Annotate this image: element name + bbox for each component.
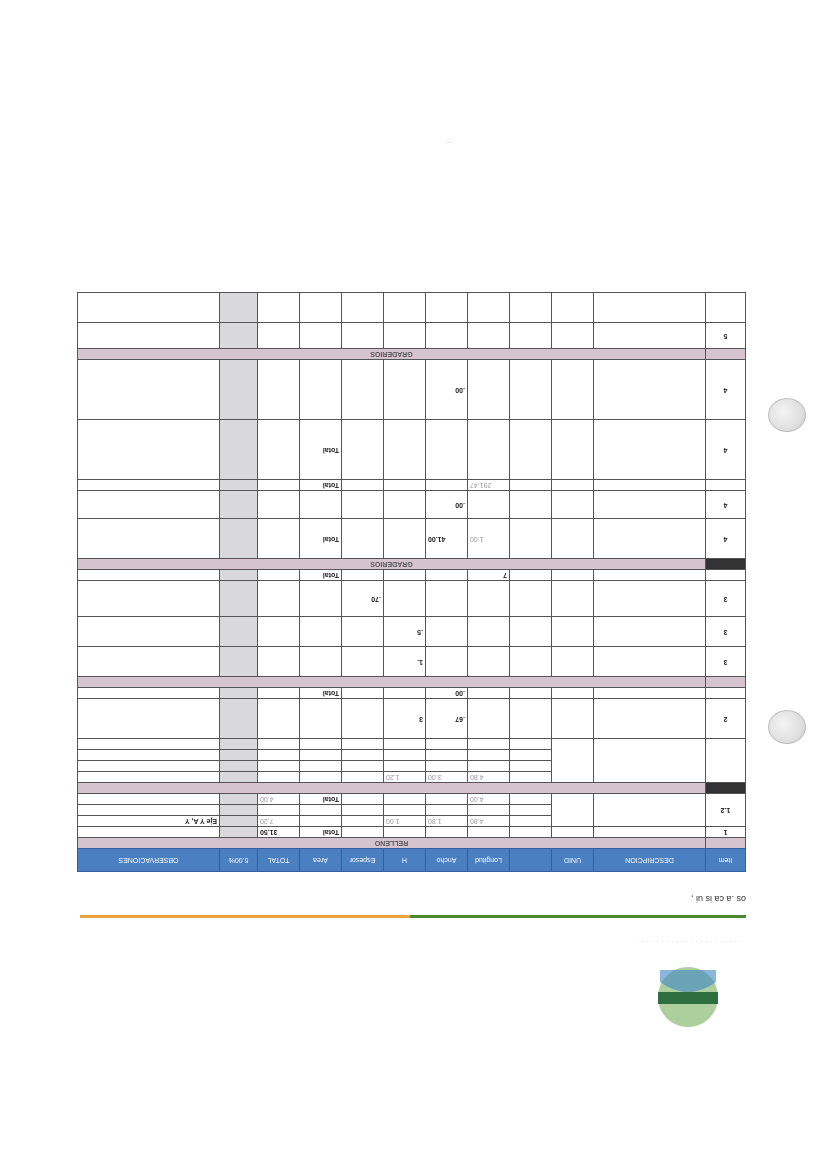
- cell-total: 7.20: [258, 816, 300, 827]
- cell-ancho: 1.80: [426, 816, 468, 827]
- table-row: 4 .00: [78, 491, 746, 519]
- cell-long: 4.80: [468, 816, 510, 827]
- table-row: [78, 816, 746, 827]
- col-longitud: Longitud: [468, 849, 510, 872]
- table-row: 7 Total: [78, 570, 746, 581]
- header-bar-green: [410, 915, 746, 918]
- col-espesor: Espesor: [342, 849, 384, 872]
- table-row: 3 .5: [78, 617, 746, 647]
- table-row: 4.80 3.00 1.20: [78, 772, 746, 783]
- section-header: [78, 838, 746, 849]
- section-header: [78, 677, 746, 688]
- cell-item: 1.2: [706, 794, 746, 827]
- col-total: TOTAL: [258, 849, 300, 872]
- header-faint-text: · · · · · · · · · · · · · · · · · · · · · ·: [636, 937, 742, 946]
- table-row: 3 1.: [78, 647, 746, 677]
- col-unid: UNID: [552, 849, 594, 872]
- table-row: 4 Total: [78, 420, 746, 480]
- metrado-table: [77, 292, 746, 872]
- col-h: H: [384, 849, 426, 872]
- cell-obs: Eje Y A, Y: [78, 816, 220, 827]
- table-row: 4 1.00 41.00 Total: [78, 519, 746, 559]
- col-5pct: 5.00%: [220, 849, 258, 872]
- table-row: [78, 827, 746, 838]
- col-blank: [510, 849, 552, 872]
- cell-area: Total: [300, 794, 342, 805]
- col-area: Area: [300, 849, 342, 872]
- company-logo: [648, 962, 728, 1032]
- section-header: [78, 783, 746, 794]
- page-stamp: ...: [445, 140, 452, 149]
- cell-h: 1.00: [384, 816, 426, 827]
- table-row: .00 Total: [78, 688, 746, 699]
- section-title: RELLENO: [78, 838, 706, 849]
- table-row: 3 .70: [78, 581, 746, 617]
- table-row: [78, 293, 746, 323]
- cell-total: 4.00: [258, 794, 300, 805]
- section-item: [706, 838, 746, 849]
- document-title: os .a ca is ui ,: [690, 894, 746, 904]
- col-ancho: Ancho: [426, 849, 468, 872]
- section-header: GRADERIOS: [78, 559, 746, 570]
- cell-long: 4.00: [468, 794, 510, 805]
- header-bar-orange: [80, 915, 410, 918]
- cell-total: 31.50: [258, 827, 300, 838]
- col-descripcion: DESCRIPCION: [594, 849, 706, 872]
- table-row: 291.47 Total: [78, 480, 746, 491]
- table-row: 4 .00: [78, 360, 746, 420]
- cell-area: Total: [300, 827, 342, 838]
- table-row: 5: [78, 323, 746, 349]
- table-row: 2 .67 3: [78, 699, 746, 739]
- table-header-row: [78, 849, 746, 872]
- cell-item: 1: [706, 827, 746, 838]
- col-observaciones: OBSERVACIONES: [78, 849, 220, 872]
- col-item: Item: [706, 849, 746, 872]
- section-header: GRADERIOS: [78, 349, 746, 360]
